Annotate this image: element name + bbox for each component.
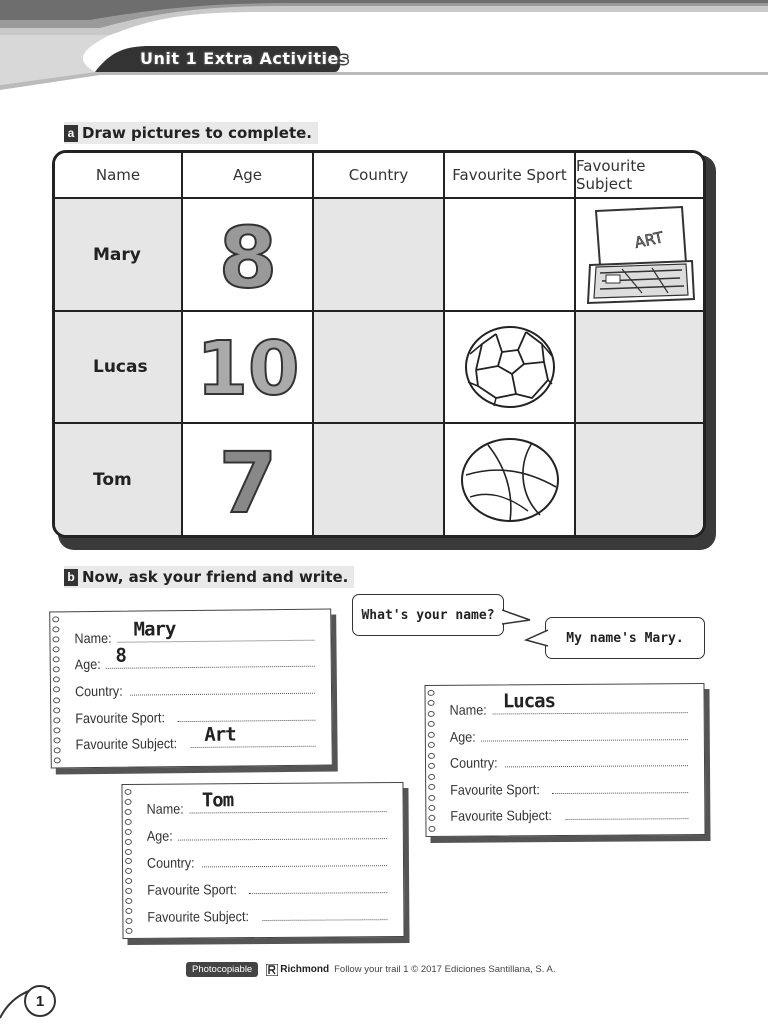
- number-10-picture: [193, 332, 303, 402]
- age-number: 10: [196, 332, 299, 402]
- row-name-lucas: Lucas: [55, 312, 183, 424]
- field-label: Favourite Sport:: [75, 709, 166, 727]
- section-a-heading: [64, 122, 318, 144]
- subject-cell-tom[interactable]: [576, 424, 703, 535]
- column-header: Name: [55, 153, 183, 199]
- age-cell-mary: [183, 199, 314, 312]
- page-number: 1: [24, 985, 56, 1017]
- sport-line[interactable]: [75, 704, 315, 727]
- publisher-logo: [266, 964, 329, 976]
- number-8-picture: [213, 215, 283, 295]
- field-label: Favourite Sport:: [147, 881, 237, 898]
- country-cell-mary[interactable]: [314, 199, 445, 312]
- form-card-tom: [121, 782, 404, 939]
- bubble-tail: [502, 608, 532, 628]
- answer-text: Lucas: [502, 690, 556, 713]
- section-letter: a: [64, 125, 78, 142]
- country-cell-lucas[interactable]: [314, 312, 445, 424]
- subject-cell-lucas[interactable]: [576, 312, 703, 424]
- subject-line[interactable]: [147, 903, 387, 925]
- column-header: Country: [314, 153, 445, 199]
- answer-text: Tom: [201, 789, 234, 812]
- answer-bubble: [545, 617, 705, 659]
- photocopiable-badge: Photocopiable: [186, 962, 258, 977]
- age-cell-tom: [183, 424, 314, 535]
- field-label: Age:: [74, 655, 101, 673]
- art-label: ART: [632, 227, 665, 252]
- age-line[interactable]: [74, 644, 315, 673]
- answer-text: Art: [204, 723, 236, 746]
- info-table: [52, 150, 706, 538]
- sport-cell-tom: [445, 424, 576, 535]
- field-label: Favourite Sport:: [450, 781, 540, 798]
- notebook-rings: [52, 616, 64, 763]
- age-cell-lucas: [183, 312, 314, 424]
- sport-cell-lucas: [445, 312, 576, 424]
- age-line[interactable]: [450, 723, 688, 745]
- notebook-rings: [124, 789, 135, 934]
- section-instruction: Now, ask your friend and write.: [82, 568, 349, 586]
- field-label: Favourite Subject:: [147, 908, 250, 925]
- age-number: 8: [218, 214, 277, 295]
- answer-text: Mary: [133, 618, 176, 641]
- country-cell-tom[interactable]: [314, 424, 445, 535]
- name-line[interactable]: [449, 690, 688, 718]
- notebook-rings: [428, 690, 439, 832]
- form-card-lucas: [424, 683, 705, 837]
- question-bubble: [352, 594, 504, 636]
- section-letter: b: [64, 569, 78, 586]
- country-line[interactable]: [147, 849, 387, 871]
- field-label: Age:: [449, 728, 476, 745]
- country-line[interactable]: [450, 749, 688, 771]
- richmond-logo-icon: [266, 964, 278, 976]
- section-instruction: Draw pictures to complete.: [82, 124, 313, 142]
- bubble-text: My name's Mary.: [566, 630, 684, 646]
- sport-cell-mary[interactable]: [445, 199, 576, 312]
- bubble-text: What's your name?: [361, 607, 495, 623]
- subject-line[interactable]: [450, 802, 688, 824]
- field-label: Name:: [74, 629, 112, 647]
- field-label: Country:: [74, 682, 123, 700]
- age-number: 7: [218, 439, 277, 520]
- column-header: Favourite Sport: [445, 153, 576, 199]
- name-line[interactable]: [74, 618, 314, 647]
- column-header: Age: [183, 153, 314, 199]
- field-label: Favourite Subject:: [75, 735, 178, 753]
- column-header: Favourite Subject: [576, 153, 703, 199]
- unit-title: Unit 1 Extra Activities: [140, 49, 349, 68]
- name-line[interactable]: [146, 789, 387, 817]
- number-7-picture: [213, 440, 283, 520]
- age-line[interactable]: [147, 822, 387, 844]
- subject-cell-mary: [576, 199, 703, 312]
- soccer-ball-icon: [462, 324, 558, 410]
- basketball-icon: [458, 435, 562, 525]
- sport-line[interactable]: [147, 876, 387, 898]
- row-name-mary: Mary: [55, 199, 183, 312]
- sport-line[interactable]: [450, 776, 688, 798]
- field-label: Name:: [449, 701, 487, 718]
- field-label: Age:: [146, 827, 173, 844]
- publisher-name: Richmond: [280, 964, 330, 975]
- footer: [186, 962, 556, 977]
- art-box-picture: [582, 203, 698, 307]
- form-card-mary: [49, 609, 333, 769]
- answer-text: 8: [115, 644, 127, 667]
- field-label: Favourite Subject:: [450, 807, 552, 824]
- field-label: Country:: [449, 754, 498, 771]
- field-label: Country:: [146, 854, 195, 871]
- row-name-tom: Tom: [55, 424, 183, 535]
- field-label: Name:: [146, 800, 184, 817]
- header-banner: [0, 0, 768, 90]
- section-b-heading: [64, 566, 354, 588]
- credit-text: Follow your trail 1 © 2017 Ediciones Santillana, S. A.: [334, 964, 556, 975]
- subject-line[interactable]: [75, 723, 315, 753]
- country-line[interactable]: [75, 677, 315, 700]
- bubble-tail: [524, 628, 548, 648]
